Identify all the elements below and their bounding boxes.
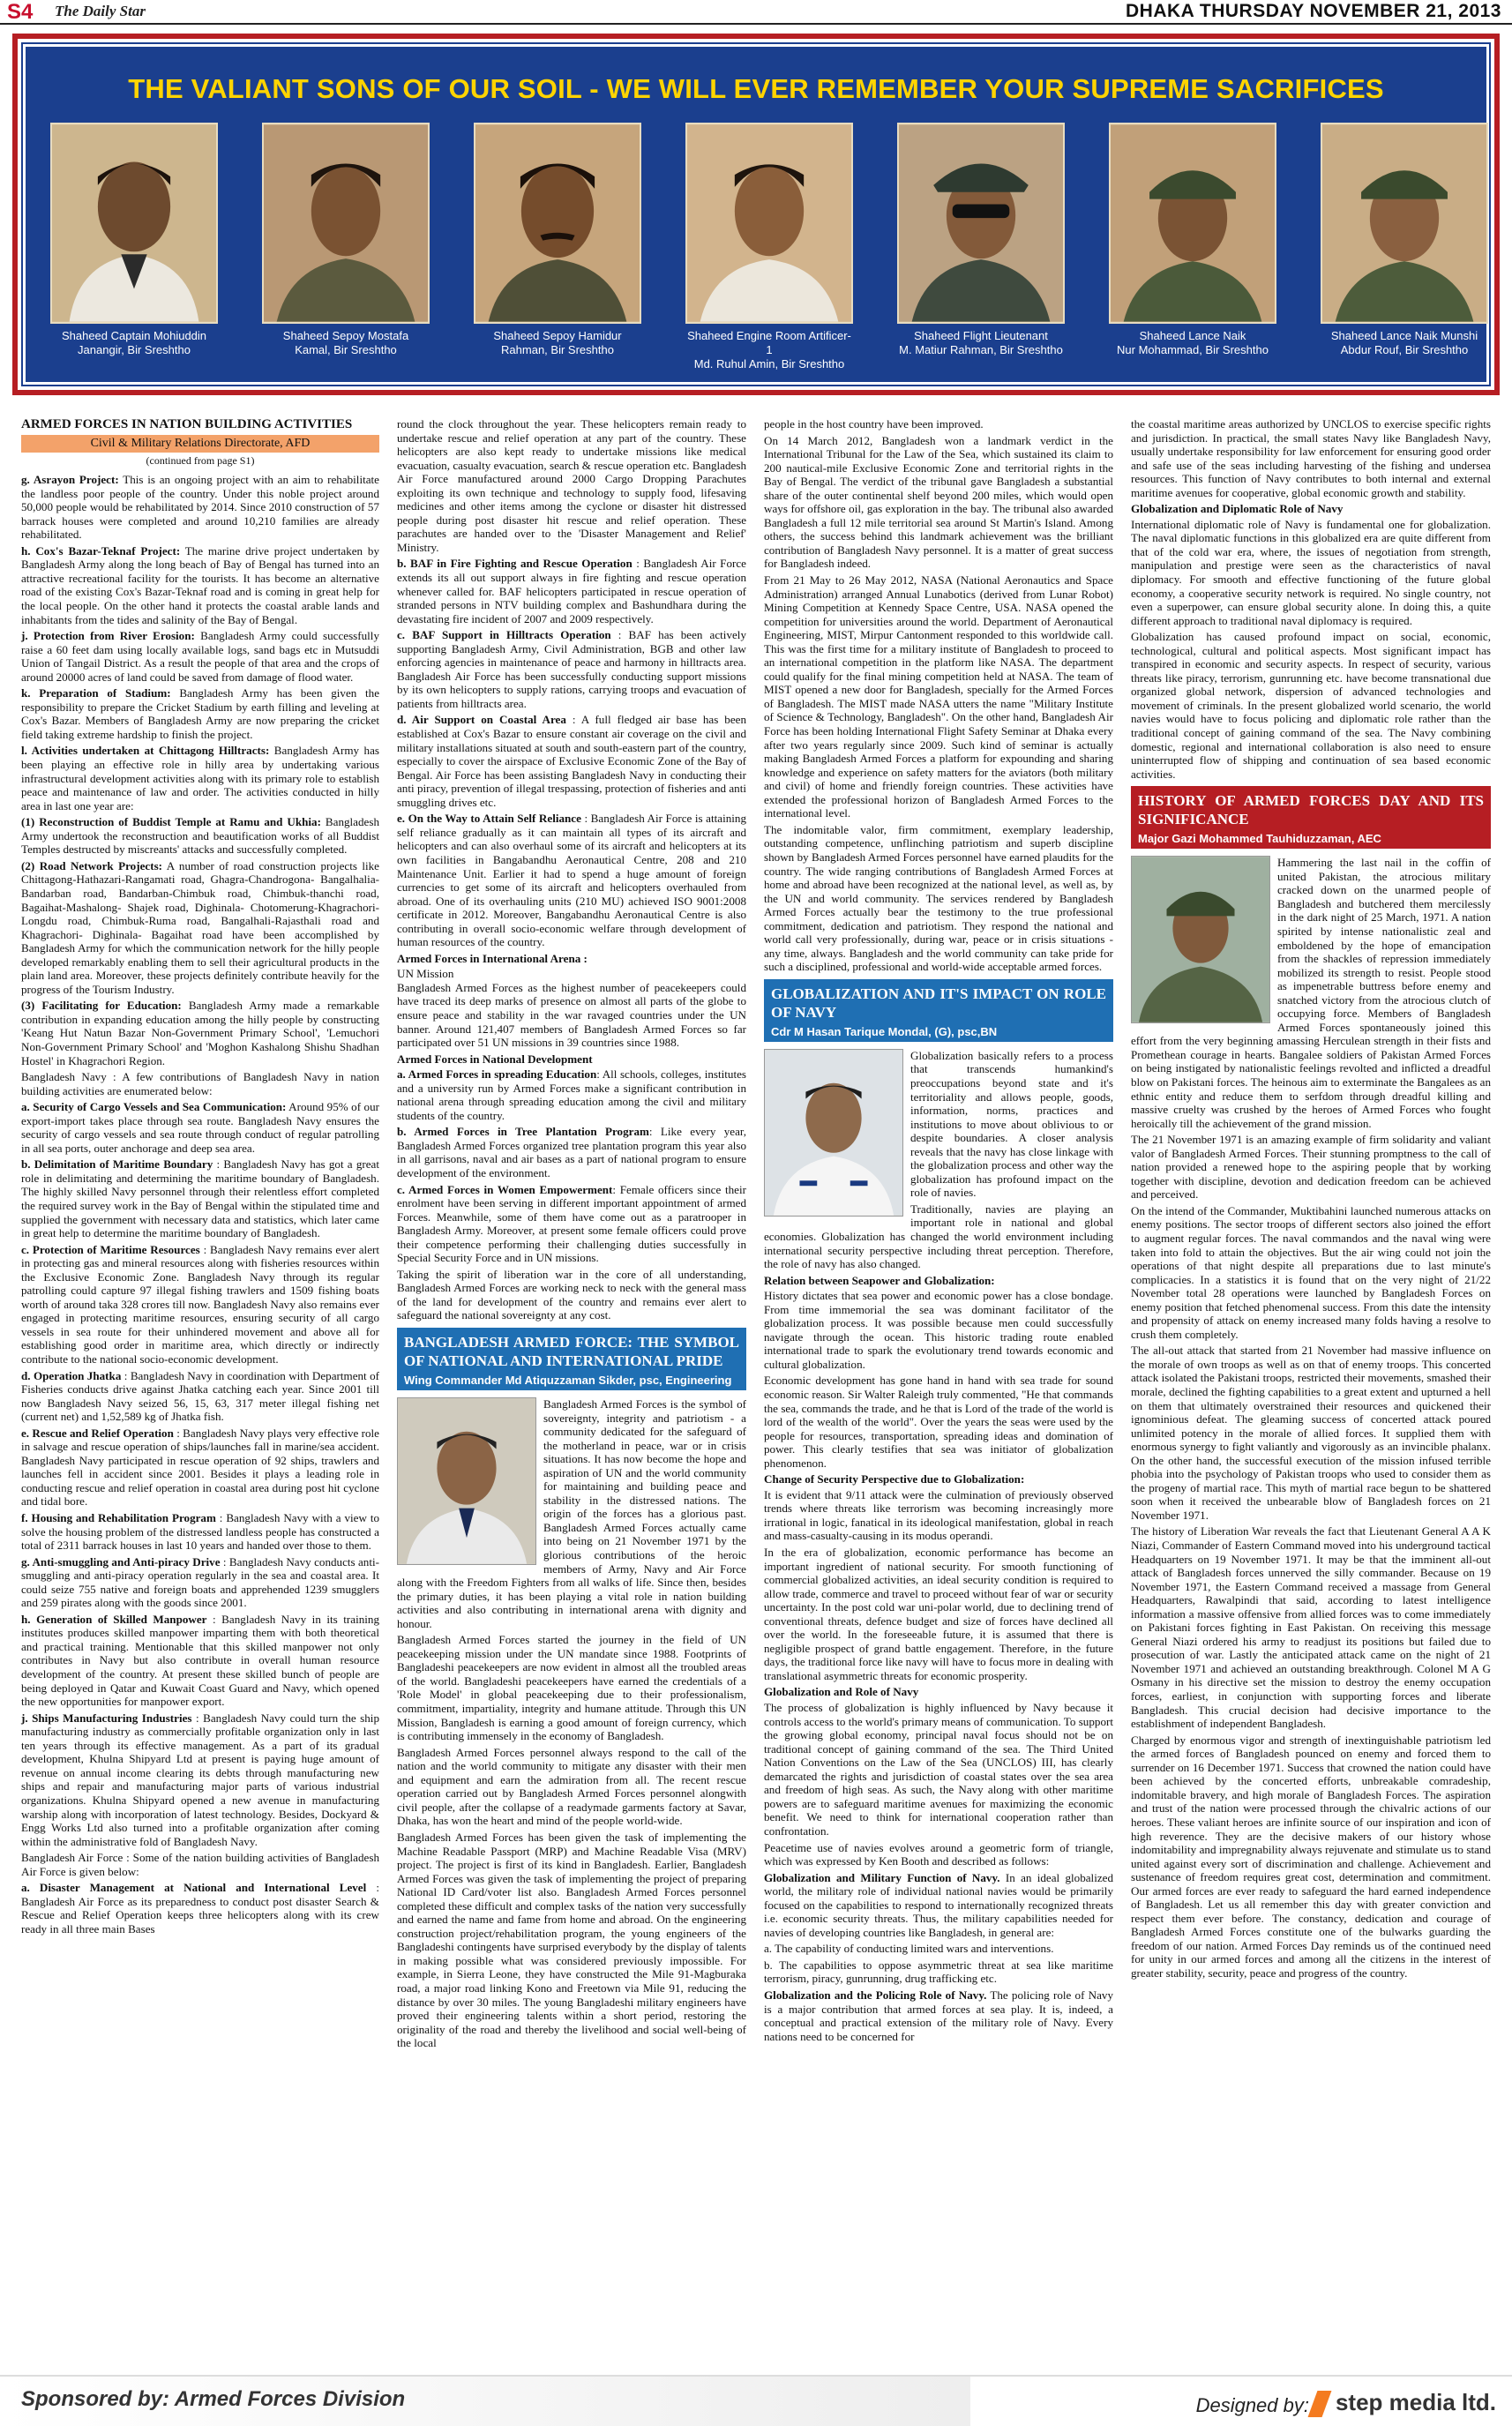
hero-portrait <box>50 123 218 370</box>
column-4 <box>1131 417 1491 1983</box>
paragraph: c. BAF Support in Hilltracts Operation : BAF has been actively supporting Bangladesh Army, Civil Administration, BGB and other law enforcing agencies in maintenance of peace and harmony in hilltracts area. Bangladesh Air Force has been successfully conducting support missions by its own helicopters to supply rations, carrying troops and evacuation of patients from hilltracts area. <box>397 628 746 710</box>
article-author: Cdr M Hasan Tarique Mondal, (G), psc,BN <box>771 1024 998 1038</box>
paragraph: (1) Reconstruction of Buddist Temple at Ramu and Ukhia: Bangladesh Army undertook the reconstruction and beautification works of all Buddist Temples destructed by miscreants' attacks and successfully completed. <box>21 815 379 857</box>
banner-title: THE VALIANT SONS OF OUR SOIL - WE WILL EVER REMEMBER YOUR SUPREME SACRIFICES <box>128 73 1384 104</box>
column-1 <box>21 417 379 1938</box>
article-header-box <box>764 979 1113 1042</box>
paragraph: Bangladesh Armed Forces as the highest number of peacekeepers could have traced its deep marks of presence on almost all parts of the globe to ensure peace and stability in the war ravaged countries under the UN banner. Around 121,407 members of Bangladesh Armed Forces so far participated over 51 UN missions in 39 countries since 1988. <box>397 980 746 1050</box>
agency-logo: step media ltd. <box>1313 2389 1496 2417</box>
hero-caption: Shaheed Lance Naik Munshi Abdur Rouf, Bir Sreshtho <box>1330 329 1478 356</box>
column-3 <box>764 417 1113 2046</box>
paragraph: a. Disaster Management at National and International Level : Bangladesh Air Force as its preparedness to conduct post disaster Search & Rescue and Relief Operation keeps three helicopters along with its crew ready in all three main Bases <box>21 1881 379 1936</box>
paragraph: k. Preparation of Stadium: Bangladesh Army has been given the responsibility to prepare the Cricket Stadium by earth filling and leveling at Cox's Bazar. Members of Bangladesh Army are now preparing the cricket field taking extreme hardship to finish the project. <box>21 686 379 741</box>
paragraph: Bangladesh Air Force : Some of the nation building activities of Bangladesh Air Force is given below: <box>21 1851 379 1878</box>
paragraph: b. BAF in Fire Fighting and Rescue Operation : Bangladesh Air Force extends its all out support always in fire fighting and rescue operation whenever called for. BAF helicopters participated in rescue operation of stranded persons in NTV building complex and Bashundhara during the devastating fire incident of 2007 and 2009 respectively. <box>397 557 746 625</box>
paragraph: The indomitable valor, firm commitment, exemplary leadership, outstanding competence, unflinching patriotism and superb discipline shown by Bangladesh Armed Forces personnel have earned plaudits for the country. The wide ranging contributions of Bangladesh Armed Forces at home and abroad have been recognized at the national level, as well as, by the UN and world community. The services rendered by Bangladesh Armed Forces actually bear the testimony to the true professional commitment, dedication and patriotism. They respond the national and world call very professionally, during war, peace or in crisis situations - any time, always. Bangladesh and the world community can take pride for such a disciplined, professional and world-wide acceptable armed forces. <box>764 822 1113 974</box>
paragraph: International diplomatic role of Navy is fundamental one for globalization. The naval diplomatic functions in this globalized era are quite different from that of the cold war era, where, the issues of negotiation from strength, manipulation and prestige were seen as the characteristics of naval diplomacy. For smooth and effective functioning of the future global economy, a cooperative security network is required. No single country, not even a superpower, can ensure global security alone. In doing this, a quite different approach to traditional naval diplomacy is required. <box>1131 517 1491 627</box>
paragraph: Charged by enormous vigor and strength of inextinguishable patriotism led the armed forces of Bangladesh pounced on enemy and forced them to surrender on 16 December 1971. Success that crowned the nation could have been achieved by the concerted efforts, unbreakable comradeship, indomitable bravery, and high morale of Bangladesh Forces. The aspiration and trust of the nation were processed through the chivalric actions of our heroes. These valiant heroes are infinite source of our inspiration and icon of high reverence. They are the decisive makers of our history whose indomitability and impregnability always rejuvenate and stimulate us to stand united against every sort of discrimination and challenge. Achievement and sustenance of freedom requires great cost, determination and commitment. Our armed forces are ever ready to safeguard the hard earned independence of Bangladesh. Let us all remember this day with greater conviction and respect them ever before. The constancy, dedication and courage of Bangladesh Armed Forces constitute one of the bulwarks guarding the freedom of our nation. Armed Forces Day reminds us of the continued need for unity in our armed forces and among all the citizens in the interest of greater stability, security, peace and progress of the country. <box>1131 1733 1491 1980</box>
author-photo <box>397 1397 536 1565</box>
paragraph: From 21 May to 26 May 2012, NASA (National Aeronautics and Space Administration) arranged Annual Lunabotics (derived from Lunar Robot) Mining Competition at Kennedy Space Centre, USA. NASA opened the competition for universities around the world. Department of Aeronautical Engineering, MIST, Mirpur Cantonment responded to this worldwide call. This was the first time for a military institute of Bangladesh to proceed to an international competition in the platform like NASA. The department could qualify for the final mining competition held at NASA. The team of MIST opened a new door for Bangladesh, specially for the Armed Forces of Bangladesh. The MIST made NASA utters the name "Military Institute of Science & Technology, Bangladesh". On the other hand, Bangladesh Air Force has been holding International Flight Safety Seminar at Dhaka every after two years regularly since 2009. Such kind of seminar is actually making Bangladesh Armed Forces a platform for expounding and sharing knowledge and experience on safety matters for the aviators (both military and civil) of home and friendly foreign countries. These activities have extended the professional horizon of Bangladesh Armed Forces to the international level. <box>764 573 1113 820</box>
hero-caption: Shaheed Engine Room Artificer-1 Md. Ruhul Amin, Bir Sreshtho <box>687 329 851 371</box>
paragraph: Hammering the last nail in the coffin of united Pakistan, the atrocious military cracked down on the unarmed people of Bangladesh and butchered them mercilessly in the dark night of 25 March, 1971. A nation spirited by intense nationalistic zeal and emboldened by the hope of emancipation from the shackles of repression immediately mobilized its strength to resist. People stood as impenetrable buttress before enemy and snatched victory from the atrocious clutch of occupying force. Members of Bangladesh Armed Forces spontaneously joined this effort from the very beginning amassing Herculean strength in their fists and Promethean courage in hearts. Bangalee soldiers of Pakistan Armed Forces on being instigated by nationalistic feelings revolted and inflicted a dreadful blow on Pakistani forces. The heinous aim to exterminate the Bangalees as an ethnic entity and reduce them to serfdom through dreadful killing and massive cruelty was crushed by the heroes of Armed Forces who fought heroically till the achievement of the grand mission. <box>1131 856 1491 1130</box>
paragraph: The process of globalization is highly influenced by Navy because it controls access to the world's primary means of communication. To support the growing global economy, principal naval focus should not be on traditional concept of gaining command of the sea. The Third United Nation Conventions on the Law of the Sea (UNCLOS) III, has clearly demarcated the rights and jurisdiction of coastal states over the sea area and freedom of high seas. As such, the Navy along with other maritime powers are to safeguard maritime avenues for maximizing the economic benefit. We need to think for international cooperation rather than confrontation. <box>764 1701 1113 1838</box>
article-header-box <box>1131 786 1491 849</box>
paragraph: (2) Road Network Projects: A number of road construction projects like Chittagong-Hathazari-Rangamati road, Ghagra-Chandrogona- Bangalhalia- Bandarban road, Bandarban-Chimbuk road, Chimbuk-thanchi road, Bagaihat-Mashalong- Shajek road, Dighinala- Chotomerung-Khagrachori- Longdu road, Chimbuk-Ruma road, Bangalhali-Rajasthali road and Khagrachori- Dighinala- Bagaihat road have been accomplished by Bangladesh Army for which the communication network for the hilly people developed remarkably enabling them to sell their agricultural products in the plain land area. Moreover, these projects definitely contribute heavily for the progress of the Tourism Industry. <box>21 858 379 996</box>
subheading: Relation between Seapower and Globalization: <box>764 1273 995 1287</box>
hero-caption: Shaheed Flight Lieutenant M. Matiur Rahman, Bir Sreshtho <box>899 329 1063 356</box>
designed-by-label: Designed by: <box>1195 2394 1309 2416</box>
hero-caption: Shaheed Lance Naik Nur Mohammad, Bir Sreshtho <box>1117 329 1269 356</box>
hero-caption: Shaheed Captain Mohiuddin Janangir, Bir Sreshtho <box>61 329 207 356</box>
subheading: Armed Forces in International Arena : <box>397 951 588 965</box>
hero-portrait <box>685 123 853 370</box>
paragraph: g. Anti-smuggling and Anti-piracy Drive : Bangladesh Navy conducts anti-smuggling and anti-piracy operation regularly in the sea and coastal area. It could seize 755 native and foreign boats and apprehended 1239 smugglers and 259 pirates along with the goods since 2001. <box>21 1554 379 1610</box>
paragraph: j. Ships Manufacturing Industries : Bangladesh Navy could turn the ship manufacturing industry as commercially profitable organization only in last ten years through its effective management. As a part of its gradual development, Khulna Shipyard Ltd at present is paying huge amount of revenue on annual income clearing its debts through manufacturing new ships and repair and manufacturing major parts of various industrial organizations. Khulna Shipyard opened a new avenue in manufacturing warship along with incorporation of latest technology. Besides, Dockyard & Engg Works Ltd also turned into a profitable organization after coming within the administrative fold of Bangladesh Navy. <box>21 1711 379 1848</box>
paragraph: j. Protection from River Erosion: Bangladesh Army could successfully raise a 60 feet dam using locally available logs, sand bags etc in Mutsuddi Union of Tangail District. As a result the people of that area and the crops of around 20000 acres of land could be saved from damage of flood water. <box>21 629 379 684</box>
paragraph: (3) Facilitating for Education: Bangladesh Army made a remarkable contribution in expanding education among the hilly people by constructing 'Keang Hut Natun Bazar Non-Government Primary School', 'Lemuchori Non-Government Primary School' and 'Moghon Kashalong Shishu Shadhan Hostel' in Khagrachori Region. <box>21 999 379 1067</box>
subheading: UN Mission <box>397 967 454 981</box>
paragraph: Globalization and Military Function of Navy. In an ideal globalized world, the military role of individual national navies would be primarily focused on the capabilities to respond to internationally recognized threats i.e. economic security threats. Thus, the military capabilities needed for navies of developing countries like Bangladesh, in general are: <box>764 1870 1114 1939</box>
hero-caption: Shaheed Sepoy Mostafa Kamal, Bir Sreshtho <box>282 329 409 356</box>
paragraph: Bangladesh Armed Forces started the journey in the field of UN peacekeeping mission under the UN mandate since 1988. Footprints of Bangladeshi peacekeepers are now evident in almost all the troubled areas of the world. Bangladeshi peacekeepers have earned the credentials of a 'Role Model' in global peacekeeping due to their professionalism, commitment, impartiality, integrity and humane attitude. Through this UN Mission, Bangladesh is earning a good amount of foreign currency, which is contributing immensely in the economy of Bangladesh. <box>397 1633 746 1743</box>
paragraph: h. Generation of Skilled Manpower : Bangladesh Navy in its training institutes produces skilled manpower imparting them with both theoretical and practical training. Mentionable that this skilled manpower not only contributes in Navy but also contribute in overall human resource development of the country. At present these skilled bunch of people are being deployed in Qatar and Kuwait Coast Guard and Navy, which opened the new opportunities for manpower export. <box>21 1612 380 1709</box>
paragraph: History dictates that sea power and economic power has a close bondage. From time immemorial the sea was dominant facilitator of the globalization process. It was possible because men could successfully navigate through the ocean. This historic trading route enabled international trade to spark the evolutionary trend towards economic and cultural globalization. <box>764 1289 1113 1371</box>
paragraph: b. The capabilities to oppose asymmetric threat at sea like maritime terrorism, piracy, gunrunning, drug trafficking etc. <box>764 1958 1113 1986</box>
paragraph: b. Delimitation of Maritime Boundary : Bangladesh Navy has got a great role in delimitating and determining the maritime boundary of Bangladesh. The highly skilled Navy personnel through their relentless effort completed the required survey work in the Bay of Bengal within the stipulated time and supplied the government with necessary data and statistics, which later came in great help to determine the maritime boundary of Bangladesh. <box>21 1157 380 1240</box>
hero-photo <box>262 123 430 324</box>
paragraph: b. Armed Forces in Tree Plantation Program: Like every year, Bangladesh Armed Forces organized tree plantation program this year also in all garrisons, naval and air bases as a part of national program to ensure development of the environment. <box>397 1125 747 1179</box>
paragraph: c. Protection of Maritime Resources : Bangladesh Navy remains ever alert in protecting gas and mineral resources along with fisheries resources within the Exclusive Economic Zone. Bangladesh Navy through its regular patrolling could capture 97 illegal fishing trawlers and 1509 fishing boats worth of around taka 328 crores till now. Bangladesh Navy also remains ever engaged in protecting maritime resources, ensuring security of all cargo vessels in sea route for their unhindered movement and above all for establishing good order in maritime area, which directly or indirectly contribute to the national socio-economic development. <box>21 1242 380 1366</box>
paragraph: d. Air Support on Coastal Area : A full fledged air base has been established at Cox's Bazar to ensure constant air coverage on the civil and military installations situated at south and south-eastern part of the country, especially to cover the airspace of Exclusive Economic Zone of the Bay of Bengal. Air Force has been assisting Bangladesh Navy in conducting their anti piracy, prevention of illegal trespassing, protection of fisheries and anti smuggling drives etc. <box>397 713 746 809</box>
author-photo <box>764 1049 903 1217</box>
hero-photo <box>1321 123 1488 324</box>
page-footer <box>0 2375 1512 2426</box>
article-header-box <box>397 1328 746 1390</box>
subheading: Globalization and Diplomatic Role of Navy <box>1131 502 1344 516</box>
hero-portrait <box>897 123 1065 370</box>
paragraph: The all-out attack that started from 21 November had massive influence on the morale of own troops as well as on that of enemy troops. This concerted attack isolated the Pakistani troops, restricted their movements, smashed their morale, declined the fighting capabilities to a great extent and upturned a hell on them that ultimately overstrained their resources and quickened their ignominious defeat. The gleaming success of concerted attack poured unlimited potency in the morale of allied forces. It supplied them with enormous synergy to fight valiantly and vigorously as an invincible phalanx. On the other hand, the successful execution of the mission infused terrible phobia into the psychology of Pakistan troops who used to consider them as the progeny of martial race. This myth of martial race begun to be shattered soon when it received the unbearable blow of Bangladesh forces on 21 November 1971. <box>1131 1344 1491 1522</box>
hero-portrait <box>474 123 641 370</box>
paragraph: Bangladesh Armed Forces has been given the task of implementing the Machine Readable Passport (MRP) and Machine Readable Visa (MRV) project. The project is first of its kind in Bangladesh. Earlier, Bangladesh Armed Forces was given the task of implementing the project of preparing National ID Card/voter list also. Bangladesh Armed Forces personnel completed these difficult and complex tasks of the nation very successfully and earned the name and fame from home and abroad. On the engineering construction project/rehabilitation program, the young engineers of the Bangladeshi contingents have surprised everybody by the display of talents in making possible what was considered previously impossible. For example, in Sierra Leone, they have constructed the Mile 91-Magburaka road, a major road linking Kono and Freetown via Mile 91, reducing the distance by over 30 miles. The young Bangladeshi military engineers have proved their engineering talents within a short period, restoring the originality of the road and thereby the livelihood and social well-being of the local <box>397 1830 746 2050</box>
sponsor-text: Sponsored by: Armed Forces Division <box>21 2387 406 2411</box>
paragraph: h. Cox's Bazar-Teknaf Project: The marine drive project undertaken by Bangladesh Army along the long beach of Bay of Bengal has turned into an attractive recreational facility for the tourists. It has become an alternative road of the existing Cox's Bazar-Teknaf road and is coming in great help for the local people. On the other hand it protects the coastal arable lands and inhabitants from the tides and salinity of the Bay of Bengal. <box>21 543 379 626</box>
paragraph: e. Rescue and Relief Operation : Bangladesh Navy plays very effective role in salvage and rescue operation of ships/launches fall in marine/sea accident. Bangladesh Navy participated in rescue operation of 92 ships, trawlers and launches fell in accident since 2001. Besides it plays a leading role in conducting rescue and relief operation in coastal area during post hit cyclone and tidal bore. <box>21 1426 379 1509</box>
continued-note: (continued from page S1) <box>146 453 255 467</box>
paragraph: Bangladesh Armed Forces personnel always respond to the call of the nation and the world community to mitigate any disaster with their men and equipment and earn the admiration from all. The recent rescue operation carried out by Bangladesh Armed Forces personnel alongwith civil people, after the collapse of a readymade garments factory at Savar, Dhaka, has won the heart and mind of the people world-wide. <box>397 1745 746 1828</box>
paragraph: Globalization basically refers to a process that transcends humankind's preoccupations beyond state and it's territoriality and allows people, goods, information, norms, practices and institutions to move about oblivious to or despite boundaries. A closer analysis reveals that the navy has close linkage with the globalization process and other way the globalization has profound impact on the role of navies. <box>910 1048 1113 1200</box>
paragraph: people in the host country have been improved. <box>764 417 984 431</box>
article-title: ARMED FORCES IN NATION BUILDING ACTIVITIES <box>21 417 353 431</box>
paragraph: c. Armed Forces in Women Empowerment: Female officers since their enrolment have been serving in different important appointment of armed Forces. Meanwhile, some of them have come out as a paratrooper in Bangladesh Army. Moreover, at present some female officers could prove their competence performing their challenging duties successfully in Special Security Force and in UN missions. <box>397 1182 746 1265</box>
paragraph: Traditionally, navies are playing an important role in national and global economies. Globalization has changed the world environment including international security perspective including threat perception. Therefore, the role of navy has also changed. <box>764 1202 1113 1271</box>
article-title: HISTORY OF ARMED FORCES DAY AND ITS SIGNIFICANCE <box>1138 792 1484 828</box>
paragraph: Peacetime use of navies evolves around a geometric form of triangle, which was expressed by Ken Booth and described as follows: <box>764 1840 1113 1868</box>
hero-portrait <box>1109 123 1276 370</box>
paragraph: On the intend of the Commander, Muktibahini launched numerous attacks on enemy positions. The sector troops of different sectors also joined the effort to augment regular forces. The naval commandos and the naval wing were taken into fold to attain the objectives. But the air wing could not join the operations of that night despite all preparations due to last minute's complicacies. In a statistics it is found that on the very night of 21/22 November total 28 operations were launched by Bangladesh Forces on enemy position that fetched phenomenal success. From this date the intensity and propensity of attack on enemy increased many folds having a resolve to crush them completely. <box>1131 1203 1491 1341</box>
paragraph: f. Housing and Rehabilitation Program : Bangladesh Navy with a view to solve the housing problem of the distressed landless people has constructed a total of 2311 barrack houses in last 10 years and handed over those to them. <box>21 1511 380 1553</box>
banner-white-frame <box>18 39 1494 390</box>
article-title: GLOBALIZATION AND IT'S IMPACT ON ROLE OF NAVY <box>771 985 1106 1021</box>
paragraph: e. On the Way to Attain Self Reliance : Bangladesh Air Force is attaining self reliance gradually as it can maintain all types of its aircraft and helicopters and can also overhaul some of its aircraft and helicopters at its own facilities in Bangabandhu Aeronautical Centre, 208 and 210 Maintenance Unit. Earlier it had to spend a huge amount of foreign currencies to get some of its aircraft and helicopters overhauled from abroad. One of its overhauling units (210 MU) achieved ISO 9001:2008 certificate in 2012. Moreover, Bangabandhu Aeronautical Centre is also contributing in overall socio-economic welfare through development of human resources of the country. <box>397 812 746 949</box>
article-title: BANGLADESH ARMED FORCE: THE SYMBOL OF NATIONAL AND INTERNATIONAL PRIDE <box>404 1334 739 1369</box>
paragraph: Economic development has gone hand in hand with sea trade for sound economic reason. Sir Walter Raleigh truly commented, "He that commands the sea, commands the trade, and he that is Lord of the trade of the world is lord of the wealth of the world". Over the years the seas were used by the people for resources, transportation, spreading ideas and domination of power. This clearly testifies that sea was initiator of globalization phenomenon. <box>764 1374 1113 1470</box>
hero-photo <box>474 123 641 324</box>
paragraph: The history of Liberation War reveals the fact that Lieutenant General A A K Niazi, Commander of Eastern Command moved into his underground tactical Headquarters on 19 November 1971. It may be that the imminent all-out attack of Bangladesh forces unnerved the silly commander. Because on 19 November 1971, the Eastern Command received a massage from General Headquarters, Rawalpindi that said, according to latest intelligence information a massive offensive from allied forces was to come immediately on Pakistani forces fighting in East Pakistan. On receiving this message General Niazi ordered his army to readjust its positions but failed due to prosecution of war. Lastly the anticipated attack came on the night of 21 November 1971 and achieved an outstanding breakthrough. Colonel M A G Osmany in his directive set the mission to destroy the enemy occupation forces, earliest, in conjunction with supporting forces and liberate Bangladesh. This crucial decision had decisive importance to the establishment of independent Bangladesh. <box>1131 1524 1491 1731</box>
column-2 <box>397 417 746 2053</box>
paragraph: Bangladesh Navy : A few contributions of Bangladesh Navy in nation building activities are enumerated below: <box>21 1070 379 1097</box>
subheading: Globalization and Role of Navy <box>764 1685 919 1699</box>
sponsor-strip <box>0 2377 970 2426</box>
subheading: Change of Security Perspective due to Globalization: <box>764 1472 1025 1486</box>
paragraph: It is evident that 9/11 attack were the culmination of previously observed trends where threats like terrorism was becoming increasingly more irrational in logic, fanatical in its ideological manifestation, global in reach and mass-casualty-causing in its modus operandi. <box>764 1487 1113 1543</box>
dateline: DHAKA THURSDAY NOVEMBER 21, 2013 <box>1125 1 1501 21</box>
paragraph: a. The capability of conducting limited wars and interventions. <box>764 1942 1054 1956</box>
heroes-banner <box>12 34 1500 395</box>
hero-photo <box>897 123 1065 324</box>
paragraph: l. Activities undertaken at Chittagong Hilltracts: Bangladesh Army has been playing an effective role in hilly area by undertaking various infrastructural development activities along with its primary role to establish peace and maintenance of law and order. The activities conducted in hilly area in last one year are: <box>21 744 379 812</box>
paragraph: Bangladesh Armed Forces is the symbol of sovereignty, integrity and patriotism - a community dedicated for the safeguard of the motherland in peace, war or in crisis situations. It has now become the hope and aspiration of UN and the world community for maintaining and building peace and stability in the distressed nations. The origin of the forces has a glorious past. Bangladesh Armed Forces actually came into being on 21 November 1971 by the glorious contributions of the heroic members of Army, Navy and Air Force along with the Freedom Fighters from all walks of life. Since then, besides the primary duties, it has been playing a vital role in nation building activities and also contributing in international arena with dignity and honour. <box>397 1397 746 1630</box>
banner-blue-panel <box>23 44 1489 385</box>
step-logo-icon <box>1307 2391 1331 2417</box>
paragraph: the coastal maritime areas authorized by UNCLOS to exercise specific rights and jurisdiction. In practical, the small states Navy like Bangladesh Navy, usually undertake responsibility for law enforcement for ensuring good order and safe use of the seas including harvesting of the fishing and undersea resources. This function of Navy contributes to both internal and external maritime avenues for cooperative, global economic growth and stability. <box>1131 417 1491 499</box>
paragraph: a. Security of Cargo Vessels and Sea Communication: Around 95% of our export-import takes place through sea route. Bangladesh Navy ensures the security of cargo vessels and sea route through conduct of regular patrolling in all sea ports, outer anchorage and deep sea area. <box>21 1100 379 1155</box>
article-author: Wing Commander Md Atiquzzaman Sikder, psc, Engineering <box>404 1374 732 1387</box>
paragraph: Globalization and the Policing Role of Navy. The policing role of Navy is a major contribution that armed forces at sea play. It is, indeed, a conceptual and practical extension of the military role of Navy. Every nations need to be concerned for <box>764 1988 1113 2043</box>
paragraph: a. Armed Forces in spreading Education: All schools, colleges, institutes and a university run by Armed Forces make a significant contribution in national arena through spreading education among the civil and military students of the country. <box>397 1067 746 1122</box>
hero-photo <box>685 123 853 324</box>
page-header <box>0 0 1512 25</box>
paragraph: g. Asrayon Project: This is an ongoing project with an aim to rehabilitate the landless poor people of the country. Under this noble project around 50,000 people would be rehabilitated by 2014. Since 2010 construction of 57 barrack houses were completed and around 10,210 families are already rehabilitated. <box>21 473 379 542</box>
paragraph: d. Operation Jhatka : Bangladesh Navy in coordination with Department of Fisheries conducts drive against Jhatka catching each year. Since 2001 till now Bangladesh Navy seized 56, 15, 63, 317 meter illegal fishing net (current net) and 1,52,589 kg of Jhatka fish. <box>21 1368 379 1424</box>
hero-photo <box>1109 123 1276 324</box>
paragraph: Taking the spirit of liberation war in the core of all understanding, Bangladesh Armed Forces are working neck to neck with the general mass of the land for development of the country and remains ever alert to safeguard the national sovereignty at any cost. <box>397 1267 746 1322</box>
paragraph: round the clock throughout the year. These helicopters remain ready to undertake rescue and relief operation at any part of the country. These helicopters are also kept ready to undertake missions like medical evacuation, casualty evacuation, search & rescue operation etc. Bangladesh Air Force manufactured around 2000 Cargo Dropping Parachutes exploiting its own technique and technology to supply food, lifesaving medicines and other items among the cyclone or disaster hit distressed people during post disaster hit rescue and relief operation. These parachutes are handed over to the 'Disaster Management and Relief' Ministry. <box>397 417 746 554</box>
paragraph: Globalization has caused profound impact on social, economic, technological, cultural and political aspects. Most significant impact has transpired in economic and security aspects. In respect of security, various threats like piracy, terrorism, gunrunning etc. have become transnational due organized global network, dispersion of advanced technologies and movement of criminals. In the present globalized world scenario, the world navies would have to focus policing and diplomatic role rather than the traditional concept of gaining command of the sea. The Navy combining domestic, regional and international collaboration is also need to ensure uninterrupted flow of shipping and continuation of sea based economic activities. <box>1131 630 1491 781</box>
hero-portrait <box>1321 123 1488 370</box>
hero-caption: Shaheed Sepoy Hamidur Rahman, Bir Sreshtho <box>493 329 622 356</box>
article-byline: Civil & Military Relations Directorate, AFD <box>21 435 379 453</box>
page-number: S4 <box>7 0 34 24</box>
paragraph: The 21 November 1971 is an amazing example of firm solidarity and valiant valor of Bangladesh Armed Forces. Their stunning promptness to the call of nation provided a renewed hope to the aspiring people that by working together with discipline, devotion and dedication freedom can be achieved and perceived. <box>1131 1133 1491 1202</box>
paragraph: On 14 March 2012, Bangladesh won a landmark verdict in the International Tribunal for the Law of the Sea, which sustained its claim to 200 nautical-mile Exclusive Economic Zone and territorial rights in the Bay of Bengal. The verdict of the tribunal gave Bangladesh a substantial share of the outer continental shelf beyond 200 miles, which would open ways for offshore oil, gas exploration in the bay. The tribunal also awarded Bangladesh a full 12 mile territorial sea around St Martin's Island. Among others, the success behind this landmark achievement was the brilliant contribution of Bangladesh Navy personnel. It is a matter of great success for Bangladesh indeed. <box>764 433 1113 571</box>
newspaper-logo: The Daily Star <box>55 3 146 19</box>
hero-photo <box>50 123 218 324</box>
author-photo <box>1131 856 1270 1023</box>
subheading: Armed Forces in National Development <box>397 1052 593 1066</box>
paragraph: In the era of globalization, economic performance has become an important ingredient of national security. For smooth functioning of commercial globalized activities, an ideal security condition is required to allow trade, commerce and travel to proceed without fear of war or security uncertainty. In the post cold war uni-polar world, due to declining trend of conventional threats, defence budget and size of forces have declined all over the world. In the foreseeable future, it is assumed that there is negligible prospect of grand battle engagement. Therefore, in the future days, the traditional force like navy will have to focus more in dealing with translational asymmetric threats for economic prosperity. <box>764 1546 1113 1682</box>
hero-portrait <box>262 123 430 370</box>
article-author: Major Gazi Mohammed Tauhiduzzaman, AEC <box>1138 832 1381 846</box>
